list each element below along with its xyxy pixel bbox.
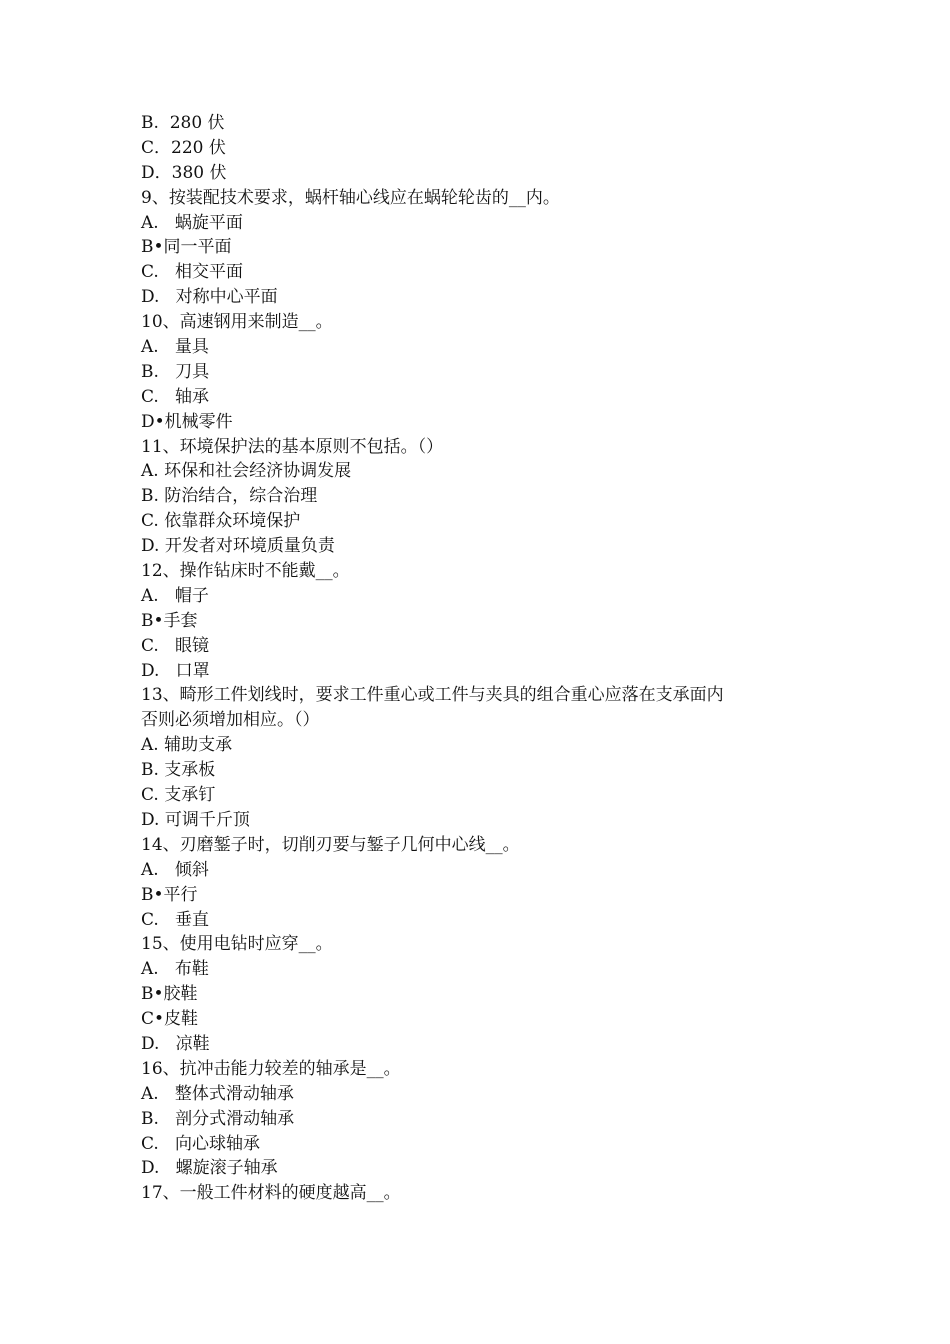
option-d: D. 螺旋滚子轴承 [141, 1158, 278, 1179]
option-c: C. 相交平面 [141, 262, 244, 283]
option-d: D•机械零件 [141, 411, 233, 432]
option-a: A. 整体式滑动轴承 [141, 1083, 294, 1104]
option-c: C. 向心球轴承 [141, 1133, 261, 1154]
option-c: C．220 伏 [141, 137, 226, 158]
question-17: 17、一般工件材料的硬度越高__。 [141, 1183, 401, 1204]
option-d: D. 开发者对环境质量负责 [141, 536, 335, 557]
question-10: 10、高速钢用来制造__。 [141, 312, 333, 333]
question-12: 12、操作钻床时不能戴__。 [141, 561, 350, 582]
option-b: B. 280 伏 [141, 113, 225, 133]
option-b: B•胶鞋 [141, 984, 198, 1005]
question-16: 16、抗冲击能力较差的轴承是__。 [141, 1058, 401, 1079]
option-a: A. 量具 [141, 337, 209, 358]
option-d: D. 凉鞋 [141, 1033, 210, 1054]
question-15: 15、使用电钻时应穿__。 [141, 934, 333, 955]
option-d: D. 对称中心平面 [141, 287, 278, 308]
option-d: D．380 伏 [141, 162, 227, 183]
option-b: B•平行 [141, 884, 198, 905]
option-d: D. 可调千斤顶 [141, 809, 250, 830]
option-c: C. 依靠群众环境保护 [141, 511, 301, 532]
option-c: C. 垂直 [141, 909, 210, 930]
option-a: A. 倾斜 [141, 859, 209, 880]
option-a: A. 蜗旋平面 [141, 212, 243, 233]
question-9: 9、按装配技术要求，蜗杆轴心线应在蜗轮轮齿的__内。 [141, 187, 560, 208]
option-b: B. 支承板 [141, 760, 216, 781]
option-c: C. 眼镜 [141, 635, 210, 656]
option-d: D. 口罩 [141, 660, 210, 681]
option-b: B•同一平面 [141, 237, 232, 258]
question-11: 11、环境保护法的基本原则不包括。（） [141, 436, 444, 457]
option-c: C. 支承钉 [141, 785, 216, 806]
option-b: B•手套 [141, 610, 198, 631]
question-13-continuation: 否则必须增加相应。（） [141, 710, 320, 731]
option-c: C. 轴承 [141, 386, 210, 407]
document-text-body [141, 111, 811, 1206]
question-14: 14、刃磨錾子时，切削刃要与錾子几何中心线__。 [141, 834, 520, 855]
option-a: A. 帽子 [141, 585, 209, 606]
option-b: B. 刀具 [141, 361, 210, 382]
option-a: A. 布鞋 [141, 959, 209, 980]
question-13: 13、畸形工件划线时，要求工件重心或工件与夹具的组合重心应落在支承面内 [141, 685, 724, 706]
option-b: B. 防治结合，综合治理 [141, 486, 318, 507]
option-c: C•皮鞋 [141, 1009, 199, 1030]
option-a: A. 环保和社会经济协调发展 [141, 461, 352, 482]
option-b: B. 剖分式滑动轴承 [141, 1108, 295, 1129]
option-a: A. 辅助支承 [141, 735, 233, 756]
